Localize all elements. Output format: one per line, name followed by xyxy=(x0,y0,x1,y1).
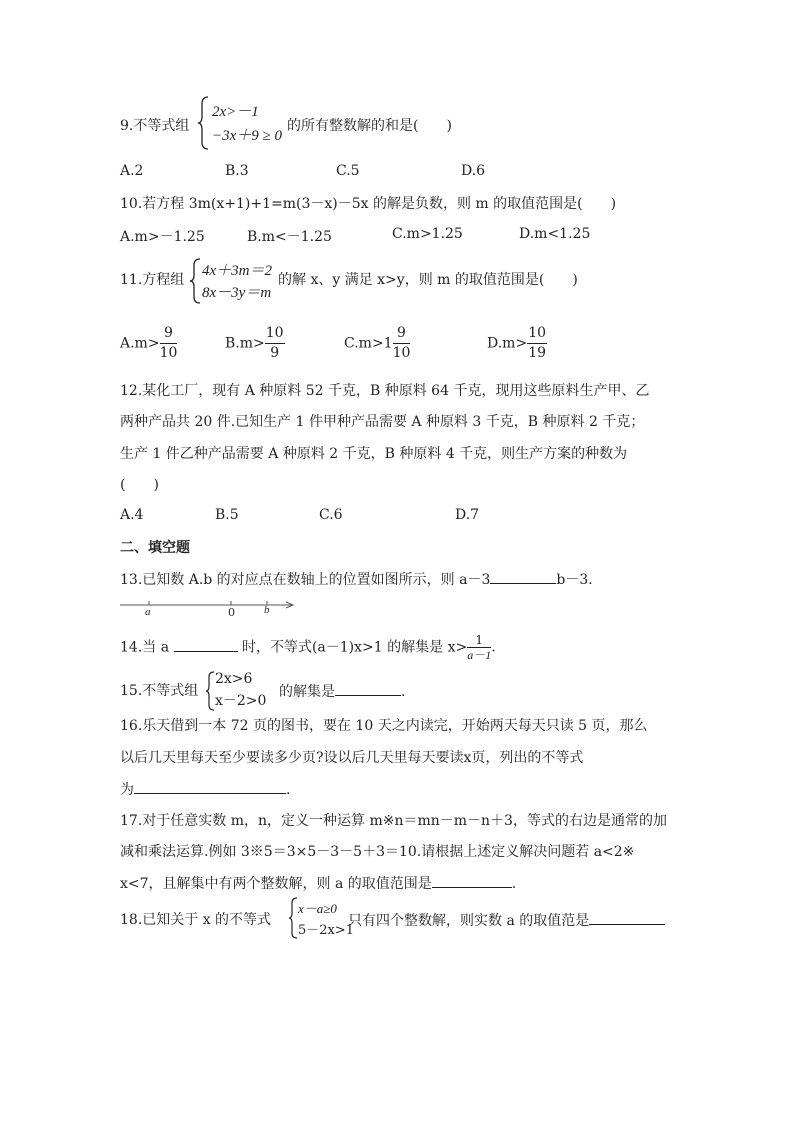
q11-brace xyxy=(189,258,201,308)
q16-line3-end: . xyxy=(286,782,291,798)
q10-option-b[interactable]: B.m<－1.25 xyxy=(247,229,332,245)
left-brace-icon xyxy=(288,897,298,939)
q9-option-a[interactable]: A.2 xyxy=(120,163,144,179)
q11-row1: 4x＋3m＝2 xyxy=(202,263,272,279)
fraction-numerator: 1 xyxy=(467,633,491,648)
fraction-denominator: a－1 xyxy=(467,648,492,662)
left-brace-icon xyxy=(189,258,201,304)
q9-brace xyxy=(197,96,209,154)
q13-text-b: b－3. xyxy=(556,572,593,588)
q11-option-c[interactable] xyxy=(344,324,410,363)
q15-row2: x－2>0 xyxy=(215,693,267,709)
q13-text xyxy=(120,569,593,590)
q9-prefix: 9.不等式组 xyxy=(120,118,190,134)
q17-line2: 减和乘法运算.例如 3※5＝3×5－3－5＋3＝10.请根据上述定义解决问题若 a<2※ xyxy=(120,844,635,860)
fraction-numerator: 9 xyxy=(393,324,411,344)
q17-line1: 17.对于任意实数 m，n，定义一种运算 m※n＝mn－m－n＋3，等式的右边是通常的加 xyxy=(120,813,667,829)
q14-text-b: 时，不等式(a－1)x>1 的解集是 x> xyxy=(237,639,468,656)
q11-option-a-fraction xyxy=(160,324,178,363)
q11-option-d[interactable] xyxy=(487,324,547,363)
fraction-denominator: 10 xyxy=(159,345,178,361)
fraction-numerator: 10 xyxy=(527,324,547,344)
q12-option-b[interactable]: B.5 xyxy=(215,507,239,523)
q11-option-d-fraction xyxy=(527,324,547,363)
q12-line1: 12.某化工厂，现有 A 种原料 52 千克，B 种原料 64 千克，现用这些原料生产甲、乙 xyxy=(120,383,650,399)
q13-text-a: 13.已知数 A.b 的对应点在数轴上的位置如图所示，则 a－3 xyxy=(120,572,491,588)
q15-answer-blank[interactable] xyxy=(335,681,401,696)
q11-option-d-label: D.m> xyxy=(487,335,528,352)
q15-tail xyxy=(279,681,405,702)
number-line-figure xyxy=(118,596,298,622)
q15-end: . xyxy=(401,684,406,700)
q16-line3 xyxy=(120,779,290,800)
q11-option-a-label: A.m> xyxy=(120,335,160,352)
q12-line2: 两种产品共 20 件.已知生产 1 件甲种产品需要 A 种原料 3 千克，B 种原料 2 千克； xyxy=(120,414,645,430)
q14-text xyxy=(120,633,496,662)
q12-option-d[interactable]: D.7 xyxy=(455,507,480,523)
q16-answer-blank[interactable] xyxy=(134,779,286,794)
q17-line3-prefix: x<7，且解集中有两个整数解，则 a 的取值范围是 xyxy=(120,876,432,892)
q17-answer-blank[interactable] xyxy=(432,873,512,888)
q9-row1: 2x>－1 xyxy=(212,104,259,120)
q18-brace xyxy=(288,897,298,943)
q11-option-b-label: B.m> xyxy=(225,335,265,352)
fraction-denominator: 10 xyxy=(392,345,411,361)
q11-option-c-fraction xyxy=(393,324,411,363)
q11-option-a[interactable] xyxy=(120,324,177,363)
q18-row1: x－a≥0 xyxy=(298,901,337,916)
q11-prefix: 11.方程组 xyxy=(120,272,185,288)
q17-line3 xyxy=(120,873,516,894)
number-line-label-zero: 0 xyxy=(228,606,235,619)
q14-end: . xyxy=(491,639,496,656)
q16-line2: 以后几天里每天至少要读多少页?设以后几天里每天要读x页，列出的不等式 xyxy=(120,750,584,766)
q13-answer-blank[interactable] xyxy=(490,569,556,584)
number-line-label-a: a xyxy=(145,606,151,618)
q18-answer-blank[interactable] xyxy=(589,910,665,925)
q18-tail xyxy=(348,910,665,931)
q10-option-d[interactable]: D.m<1.25 xyxy=(519,226,591,242)
q11-option-b-fraction xyxy=(265,324,285,363)
q15-prefix: 15.不等式组 xyxy=(120,683,199,699)
q11-option-c-label: C.m> xyxy=(344,335,384,352)
q16-line1: 16.乐天借到一本 72 页的图书，要在 10 天之内读完，开始两天每天只读 5 页，那么 xyxy=(120,718,648,734)
q11-option-b[interactable] xyxy=(225,324,285,363)
q11-suffix: 的解 x、y 满足 x>y，则 m 的取值范围是( ) xyxy=(278,272,578,288)
q15-suffix: 的解集是 xyxy=(279,684,335,700)
fraction-numerator: 9 xyxy=(160,324,178,344)
q14-fraction xyxy=(467,633,491,662)
number-line-label-b: b xyxy=(264,604,270,616)
section-heading-fill-in: 二、填空题 xyxy=(120,540,190,556)
left-brace-icon xyxy=(197,96,209,150)
q9-row2: −3x＋9 ≥ 0 xyxy=(212,128,283,144)
fraction-numerator: 10 xyxy=(265,324,285,344)
q12-option-c[interactable]: C.6 xyxy=(319,507,343,523)
fraction-denominator: 9 xyxy=(270,345,280,361)
q16-line3-prefix: 为 xyxy=(120,782,134,798)
q12-option-a[interactable]: A.4 xyxy=(120,507,144,523)
q10-option-a[interactable]: A.m>－1.25 xyxy=(120,229,205,245)
q10-option-c[interactable]: C.m>1.25 xyxy=(392,226,463,242)
q18-row2: 5－2x>1 xyxy=(298,923,355,938)
q17-line3-end: . xyxy=(511,876,517,892)
q15-brace xyxy=(205,671,215,715)
q11-row2: 8x－3y＝m xyxy=(202,285,272,301)
q9-option-d[interactable]: D.6 xyxy=(461,163,486,179)
q12-line4: ( ) xyxy=(120,477,159,493)
q10-text: 10.若方程 3m(x+1)+1=m(3－x)－5x 的解是负数，则 m 的取值范围是( ) xyxy=(120,196,617,212)
left-brace-icon xyxy=(205,671,215,711)
q11-option-c-whole: 1 xyxy=(383,335,393,352)
q12-line3: 生产 1 件乙种产品需要 A 种原料 2 千克，B 种原料 4 千克，则生产方案的种数为 xyxy=(120,446,628,462)
q18-suffix: 只有四个整数解，则实数 a 的取值范是 xyxy=(348,913,590,929)
q15-row1: 2x>6 xyxy=(215,671,253,687)
q14-text-a: 14.当 a xyxy=(120,639,174,656)
q18-prefix: 18.已知关于 x 的不等式 xyxy=(120,912,272,928)
q9-suffix: 的所有整数解的和是( ) xyxy=(287,118,452,134)
q14-answer-blank[interactable] xyxy=(174,637,238,652)
fraction-denominator: 19 xyxy=(528,345,547,361)
q9-option-b[interactable]: B.3 xyxy=(225,163,249,179)
q9-option-c[interactable]: C.5 xyxy=(336,163,360,179)
